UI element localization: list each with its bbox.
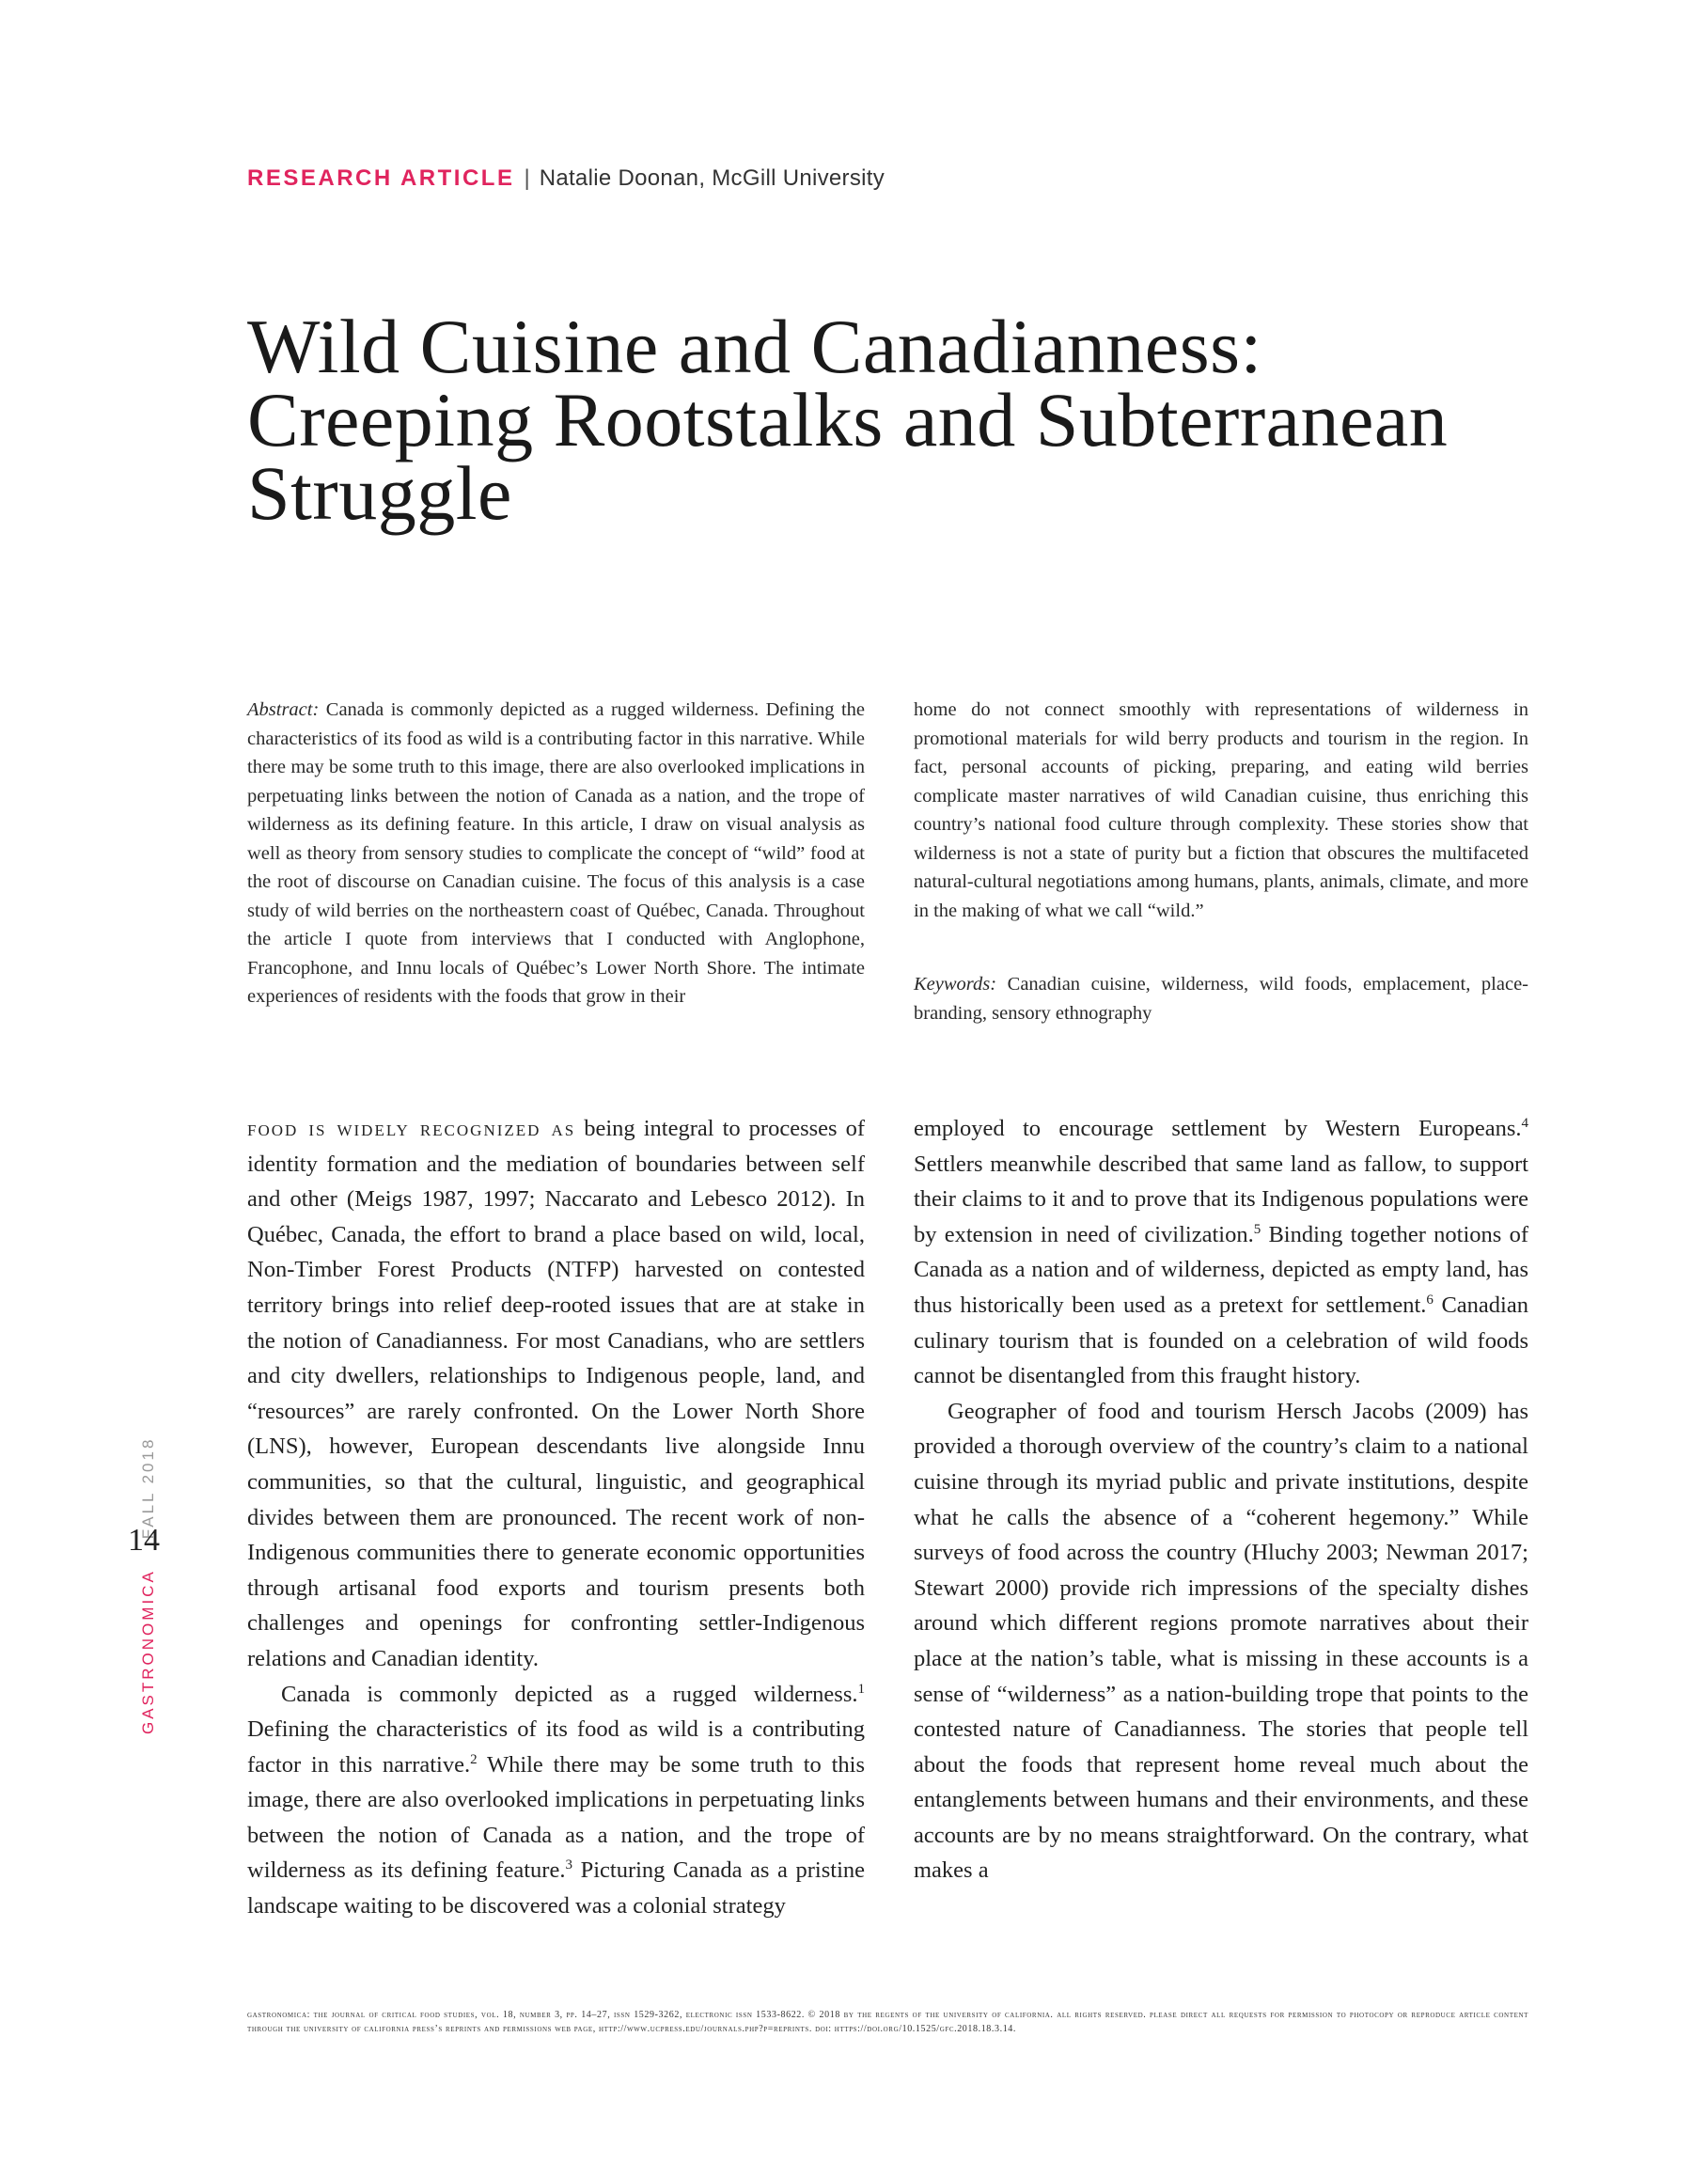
abstract-right-column — [914, 696, 1528, 1027]
article-header — [247, 165, 885, 192]
journal-sidebar — [139, 1437, 158, 1734]
paragraph-text: Settlers meanwhile described that same land as fallow, to support their claims to it and to prove that its Indigenous populations were by extension in need of civilization. — [914, 1151, 1528, 1247]
paragraph-text: Canadian culinary tourism that is founded on a celebration of wild foods cannot be disentangled from this fraught history. — [914, 1292, 1528, 1389]
abstract-left-column — [247, 696, 865, 1011]
lead-in-smallcaps: food is widely recognized as — [247, 1116, 576, 1141]
paragraph-text: Picturing Canada as a pristine landscape waiting to be discovered was a colonial strategy — [247, 1857, 866, 1919]
body-paragraph — [247, 1111, 865, 1677]
article-title — [247, 304, 1544, 536]
author-affiliation: Natalie Doonan, McGill University — [539, 165, 885, 191]
keywords — [914, 970, 1528, 1027]
body-paragraph: Geographer of food and tourism Hersch Jacobs (2009) has provided a thorough overview of the country’s claim to a national cuisine through its myriad public and private institutions, despite what he calls the absence of a “coherent hegemony.” While surveys of food across the country (Hluchy 2003; Newman 2017; Stewart 2000) provide rich impressions of the specialty dishes around which different regions promote narratives about their place at the nation’s table, what is missing in these accounts is a sense of “wilderness” as a nation-building trope that points to the contested nature of Canadianness. The stories that people tell about the foods that represent home reveal much about the entanglements between humans and their environments, and these accounts are by no means straightforward. On the contrary, what makes a — [914, 1398, 1528, 1884]
abstract-continuation: home do not connect smoothly with representations of wilderness in promotional materials for wild berry products and tourism in the region. In fact, personal accounts of picking, preparing, and eating wild berries complicate master narratives of wild Canadian cuisine, thus enriching this country’s national food culture through complexity. These stories show that wilderness is not a state of purity but a fiction that obscures the multifaceted natural-cultural negotiations among humans, plants, animals, climate, and more in the making of what we call “wild.” — [914, 699, 1528, 921]
paragraph-text: being integral to processes of identity formation and the mediation of boundaries between self and other (Meigs 1987, 1997; Naccarato and Lebesco 2012). In Québec, Canada, the effort to brand a place based on wild, local, Non-Timber Forest Products (NTFP) harvested on contested territory brings into relief deep-rooted issues that are at stake in the notion of Canadianness. For most Canadians, who are settlers and city dwellers, relationships to Indigenous people, land, and “resources” are rarely confronted. On the Lower North Shore (LNS), however, European descendants live alongside Innu communities, so that the cultural, linguistic, and geographical divides between them are pronounced. The recent work of non-Indigenous communities there to generate economic opportunities through artisanal food exports and tourism presents both challenges and openings for confronting settler-Indigenous relations and Canadian identity. — [247, 1116, 866, 1671]
footnote-ref[interactable]: 4 — [1521, 1115, 1528, 1131]
abstract-paragraph — [247, 696, 865, 1011]
footnote-ref[interactable]: 6 — [1426, 1292, 1434, 1308]
body-left-column — [247, 1111, 865, 1924]
copyright-footer: gastronomica: the journal of critical food studies, vol. 18, number 3, pp. 14–27, issn 1529-3262, electronic issn 1533-8622. © 2018 by the regents of the university of california. all rights reserved. please direct all requests for permission to photocopy or reproduce article content through the university of california press’s reprints and permissions web page, http://www.ucpress.edu/journals.php?p=reprints. doi: https://doi.org/10.1525/gfc.2018.18.3.14. — [247, 2010, 1528, 2034]
body-paragraph — [247, 1677, 865, 1924]
paragraph-text: employed to encourage settlement by Western Europeans. — [914, 1116, 1522, 1141]
keywords-text: Canadian cuisine, wilderness, wild foods, emplacement, place-branding, sensory ethnography — [914, 974, 1528, 1024]
footnote-ref[interactable]: 5 — [1253, 1221, 1261, 1237]
footnote-ref[interactable]: 1 — [857, 1681, 865, 1697]
paragraph-text: Canada is commonly depicted as a rugged wilderness. — [281, 1681, 858, 1707]
title-line: Wild Cuisine and Canadianness: — [247, 304, 1262, 389]
abstract-text: Canada is commonly depicted as a rugged wilderness. Defining the characteristics of its food as wild is a contributing factor in this narrative. While there may be some truth to this image, there are also overlooked implications in perpetuating links between the notion of Canada as a nation, and the trope of wilderness as its defining feature. In this article, I draw on visual analysis as well as theory from sensory studies to complicate the concept of “wild” food at the root of discourse on Canadian cuisine. The focus of this analysis is a case study of wild berries on the northeastern coast of Québec, Canada. Throughout the article I quote from interviews that I conducted with Anglophone, Francophone, and Innu locals of Québec’s Lower North Shore. The intimate experiences of residents with the foods that grow in their — [247, 699, 865, 1007]
title-line: Struggle — [247, 450, 512, 536]
footnote-ref[interactable]: 2 — [470, 1751, 478, 1767]
body-right-column — [914, 1111, 1528, 1888]
title-line: Creeping Rootstalks and Subterranean — [247, 377, 1449, 462]
abstract-label: Abstract: — [247, 699, 320, 720]
paragraph-text: While there may be some truth to this image, there are also overlooked implications in perpetuating links between the notion of Canada as a nation, and the trope of wilderness as its defining feature. — [247, 1751, 865, 1884]
article-type-label: RESEARCH ARTICLE — [247, 165, 515, 191]
paragraph-text: Binding together notions of Canada as a nation and of wilderness, depicted as empty land, has thus historically been used as a pretext for settlement. — [914, 1221, 1528, 1318]
journal-name: GASTRONOMICA — [139, 1569, 157, 1734]
page-number: 14 — [128, 1523, 160, 1558]
journal-issue: FALL 2018 — [139, 1436, 157, 1540]
footnote-ref[interactable]: 3 — [565, 1857, 572, 1873]
paragraph-text: Defining the characteristics of its food as wild is a contributing factor in this narrative. — [247, 1716, 865, 1778]
header-separator: | — [524, 165, 530, 191]
body-paragraph — [914, 1111, 1528, 1394]
keywords-label: Keywords: — [914, 974, 997, 995]
